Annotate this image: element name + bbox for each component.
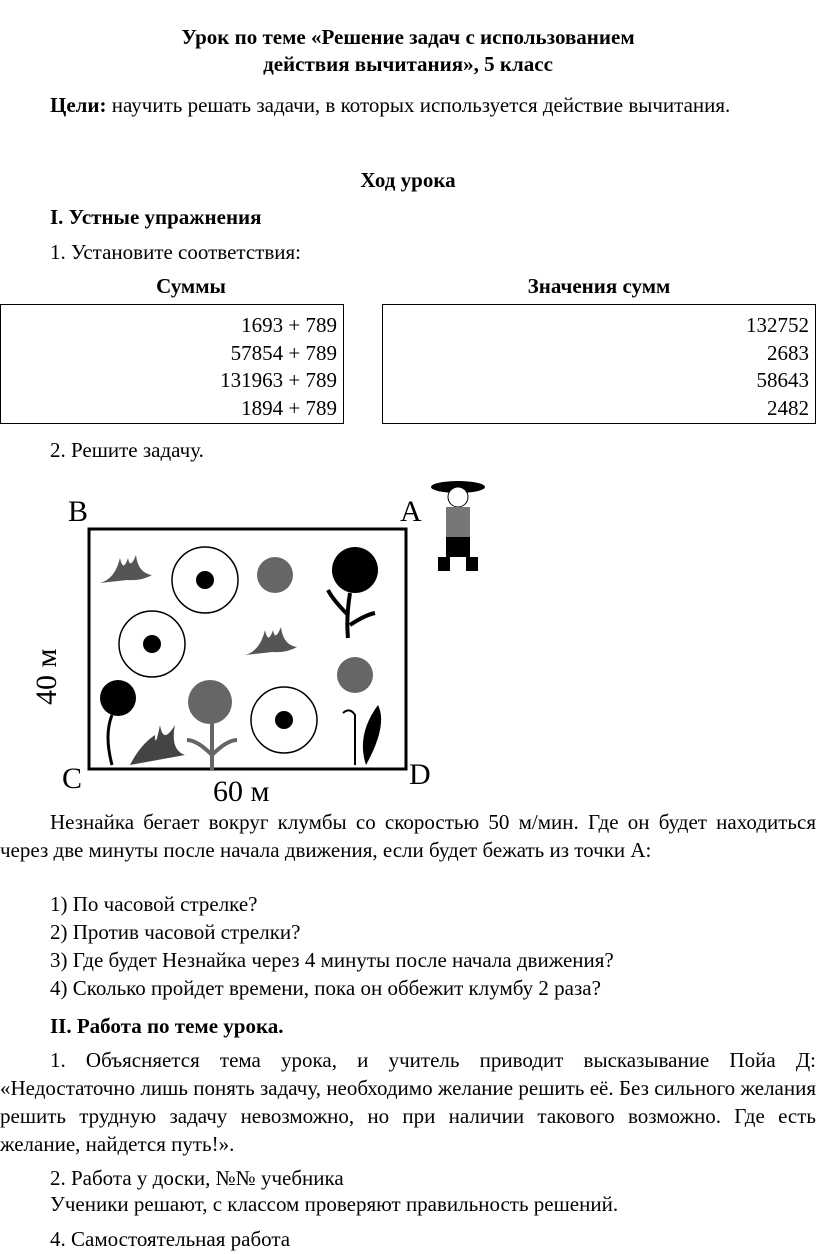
section2-heading: II. Работа по теме урока. — [50, 1014, 284, 1038]
question: 1) По часовой стрелке? — [50, 892, 258, 916]
label-b: B — [68, 495, 89, 528]
question: 3) Где будет Незнайка через 4 минуты после начала движения? — [50, 948, 614, 972]
section1-heading: I. Устные упражнения — [50, 205, 262, 229]
question: 4) Сколько пройдет времени, пока он оббежит клумбу 2 раза? — [50, 976, 601, 1000]
goals-label: Цели: — [50, 93, 107, 117]
label-left-side: 40 м — [30, 648, 63, 705]
independent-work: 4. Самостоятельная работа — [50, 1227, 291, 1251]
title-line-2: действия вычитания», 5 класс — [263, 52, 553, 76]
flowerbed-diagram — [0, 465, 816, 810]
goals — [0, 91, 816, 119]
value-item: 58643 — [756, 368, 809, 392]
values-box — [382, 304, 816, 424]
label-bottom-side: 60 м — [213, 775, 270, 808]
course-heading: Ход урока — [360, 168, 456, 192]
sum-item: 131963 + 789 — [220, 368, 337, 392]
board-work: 2. Работа у доски, №№ учебника — [50, 1166, 344, 1190]
value-item: 132752 — [746, 313, 809, 337]
neznaika-figure — [431, 481, 485, 571]
page-title — [0, 24, 816, 78]
value-item: 2683 — [767, 340, 809, 365]
sum-item: 1894 + 789 — [241, 395, 337, 420]
section2-paragraph: 1. Объясняется тема урока, и учитель приводит высказывание Пойа Д: «Недостаточно лишь понять задачу, необходимо желание решить её. Без сильного желания решить трудную задачу невозможно, но при наличии такового возможно. Где есть желание, найдется путь!». — [0, 1048, 816, 1156]
title-line-1: Урок по теме «Решение задач с использованием — [181, 25, 635, 49]
label-c: C — [62, 762, 83, 795]
label-a: A — [400, 495, 422, 528]
flowers-illustration — [100, 547, 381, 770]
problem-text: Незнайка бегает вокруг клумбы со скоростью 50 м/мин. Где он будет находиться через две минуты после начала движения, если будет бежать из точки А: — [0, 810, 816, 862]
sum-item: 1693 + 789 — [241, 313, 337, 337]
col-values-header: Значения сумм — [527, 274, 671, 298]
task1: 1. Установите соответствия: — [50, 240, 301, 264]
check-solutions: Ученики решают, с классом проверяют правильность решений. — [50, 1192, 619, 1216]
col-sums-header: Суммы — [156, 274, 226, 298]
value-item: 2482 — [767, 395, 809, 420]
sum-item: 57854 + 789 — [230, 340, 337, 365]
task2: 2. Решите задачу. — [50, 438, 204, 462]
question: 2) Против часовой стрелки? — [50, 920, 301, 944]
goals-text: научить решать задачи, в которых используется действие вычитания. — [106, 93, 731, 117]
label-d: D — [409, 758, 431, 791]
sums-box — [0, 304, 344, 424]
